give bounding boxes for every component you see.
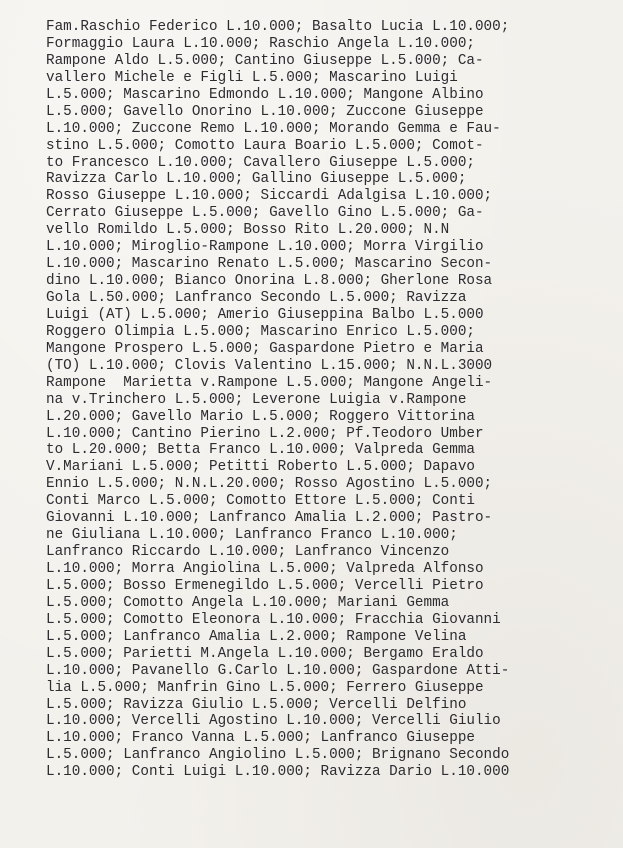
text-line: Ravizza Carlo L.10.000; Gallino Giuseppe L.5.000; — [46, 171, 467, 188]
text-line: Rampone Aldo L.5.000; Cantino Giuseppe L.5.000; Ca- — [46, 52, 484, 69]
text-line: to Francesco L.10.000; Cavallero Giuseppe L.5.000; — [46, 154, 475, 171]
text-line: Formaggio Laura L.10.000; Raschio Angela L.10.000; — [46, 35, 475, 52]
text-line: L.5.000; Ravizza Giulio L.5.000; Vercelli Delfino — [46, 696, 467, 713]
text-line: L.5.000; Comotto Angela L.10.000; Mariani Gemma — [46, 594, 450, 611]
text-line: lia L.5.000; Manfrin Gino L.5.000; Ferrero Giuseppe — [46, 679, 484, 696]
text-line: L.10.000; Mascarino Renato L.5.000; Mascarino Secon- — [46, 256, 493, 273]
text-line: dino L.10.000; Bianco Onorina L.8.000; Gherlone Rosa — [46, 273, 493, 290]
text-line: L.10.000; Morra Angiolina L.5.000; Valpreda Alfonso — [46, 561, 484, 577]
text-line: L.5.000; Lanfranco Angiolino L.5.000; Brignano Secondo — [46, 747, 510, 764]
text-line: L.20.000; Gavello Mario L.5.000; Roggero Vittorina — [46, 408, 475, 425]
text-line: ne Giuliana L.10.000; Lanfranco Franco L.10.000; — [46, 527, 458, 544]
text-line: Ennio L.5.000; N.N.L.20.000; Rosso Agostino L.5.000; — [46, 476, 493, 493]
text-line: Lanfranco Riccardo L.10.000; Lanfranco Vincenzo — [46, 544, 450, 561]
text-line: L.10.000; Cantino Pierino L.2.000; Pf.Teodoro Umber — [46, 425, 484, 442]
text-line: L.5.000; Parietti M.Angela L.10.000; Bergamo Eraldo — [46, 645, 484, 662]
text-line: na v.Trinchero L.5.000; Leverone Luigia v.Rampone — [46, 391, 467, 408]
text-line: Mangone Prospero L.5.000; Gaspardone Pietro e Maria — [46, 340, 484, 357]
text-line: Rampone Marietta v.Rampone L.5.000; Mangone Angeli- — [46, 374, 493, 391]
text-line: L.5.000; Comotto Eleonora L.10.000; Fracchia Giovanni — [46, 611, 501, 628]
text-line: L.10.000; Pavanello G.Carlo L.10.000; Gaspardone Atti- — [46, 662, 510, 679]
text-line: L.5.000; Mascarino Edmondo L.10.000; Mangone Albino — [46, 86, 484, 103]
text-line: Rosso Giuseppe L.10.000; Siccardi Adalgisa L.10.000; — [46, 188, 493, 205]
text-line: Conti Marco L.5.000; Comotto Ettore L.5.000; Conti — [46, 493, 475, 510]
text-line: L.5.000; Lanfranco Amalia L.2.000; Rampone Velina — [46, 628, 467, 645]
text-line: L.5.000; Gavello Onorino L.10.000; Zuccone Giuseppe — [46, 103, 484, 120]
text-line: vello Romildo L.5.000; Bosso Rito L.20.000; N.N — [46, 222, 450, 239]
text-line: stino L.5.000; Comotto Laura Boario L.5.000; Comot- — [46, 137, 484, 154]
text-line: L.10.000; Vercelli Agostino L.10.000; Vercelli Giulio — [46, 713, 501, 730]
text-line: L.10.000; Zuccone Remo L.10.000; Morando Gemma e Fau- — [46, 120, 501, 137]
text-line: Luigi (AT) L.5.000; Amerio Giuseppina Balbo L.5.000 — [46, 306, 484, 323]
text-line: L.10.000; Franco Vanna L.5.000; Lanfranco Giuseppe — [46, 730, 475, 747]
donor-list-text — [46, 19, 594, 781]
text-line: L.5.000; Bosso Ermenegildo L.5.000; Vercelli Pietro — [46, 577, 484, 594]
text-line: (TO) L.10.000; Clovis Valentino L.15.000; N.N.L.3000 — [46, 357, 493, 374]
text-line: Roggero Olimpia L.5.000; Mascarino Enrico L.5.000; — [46, 323, 475, 340]
text-line: L.10.000; Miroglio-Rampone L.10.000; Morra Virgilio — [46, 239, 484, 256]
text-line: Gola L.50.000; Lanfranco Secondo L.5.000; Ravizza — [46, 290, 467, 306]
text-line: Giovanni L.10.000; Lanfranco Amalia L.2.000; Pastro- — [46, 510, 493, 527]
text-line: V.Mariani L.5.000; Petitti Roberto L.5.000; Dapavo — [46, 459, 475, 476]
text-line: L.10.000; Conti Luigi L.10.000; Ravizza Dario L.10.000 — [46, 764, 510, 781]
text-line: vallero Michele e Figli L.5.000; Mascarino Luigi — [46, 69, 458, 86]
text-line: Fam.Raschio Federico L.10.000; Basalto Lucia L.10.000; — [46, 19, 510, 35]
text-line: Cerrato Giuseppe L.5.000; Gavello Gino L.5.000; Ga- — [46, 205, 484, 222]
text-line: to L.20.000; Betta Franco L.10.000; Valpreda Gemma — [46, 442, 475, 459]
